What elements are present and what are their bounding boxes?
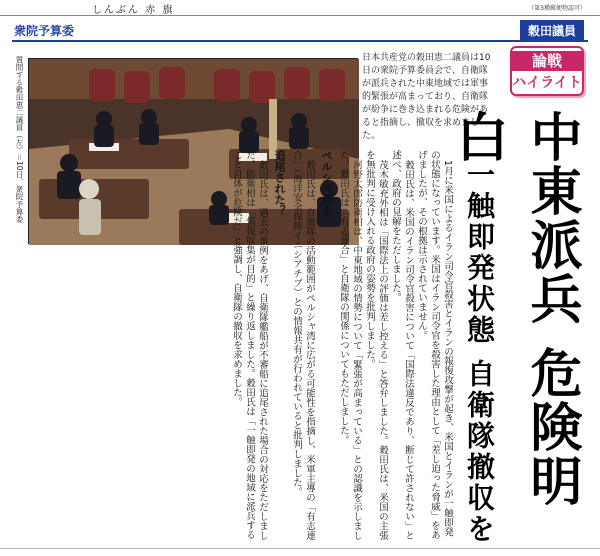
body-paragraph: 1月に米国によるイラン司令官殺害とイランの報復攻撃が起き、米国とイランが一触即発の状態になっています。米国はイラン司令官を殺害した理由として「差し迫った脅威」をあげましたが、その根拠は示されていません。 bbox=[416, 150, 453, 540]
badge-line-1: 論戦 bbox=[512, 51, 582, 71]
photo-caption: 質問する穀田恵二議員（左）＝10日、衆院予算委 bbox=[15, 56, 24, 224]
body-paragraph: 穀田氏は、自衛隊の活動範囲がペルシャ湾に広がる可能性を指摘し、米軍主導の「有志連合」（海洋安全保障イニシアチブ）との情報共有が行われていると批判しました。 bbox=[291, 150, 315, 540]
section-heading: 追尾された？ bbox=[273, 150, 286, 216]
main-headline: 中東派兵 危険明白 bbox=[447, 110, 582, 509]
page-footer-rule bbox=[0, 548, 600, 556]
body-paragraph: 穀田氏は、米国のイラン司令官殺害について「国際法違反であり、断じて許されない」と述べ、政府の見解をただしました。 bbox=[390, 150, 414, 540]
body-paragraph: 茂木敏充外相は「国際法上の評価は差し控える」と答弁しました。穀田氏は、米国の主張を無批判に受け入れる政府の姿勢を批判しました。 bbox=[364, 150, 388, 540]
section-heading: ペルシャ湾も bbox=[320, 150, 333, 216]
body-paragraph: 穀田氏は、過去の事例をあげ、自衛隊艦船が不審船に追尾された場合の対応をただしました。防衛相は「情報収集が目的」と繰り返しました。穀田氏は「一触即発の地域に派兵すること自体が危険だ」と強調し、自衛隊の撤収を求めました。 bbox=[231, 150, 268, 540]
issue-note: （第3種郵便物認可） bbox=[528, 5, 586, 12]
article-body bbox=[24, 150, 454, 545]
body-paragraph: 河野太郎防衛相は、中東地域の情勢について「緊張が高まっている」との認識を示しました。穀田氏は「有志連合」と自衛隊の関係についてもただしました。 bbox=[338, 150, 362, 540]
lead-paragraph: 日本共産党の穀田恵二議員は10日の衆院予算委員会で、自衛隊が派兵された中東地域では軍事的緊張が高まっており、自衛隊が紛争に巻き込まれる危険があると指摘し、撤収を求めました。 bbox=[362, 53, 491, 141]
newspaper-name: しんぶん 赤 旗 bbox=[92, 5, 175, 16]
article-header bbox=[12, 20, 588, 40]
sub-headline: 一触即発状態 自衛隊撤収を bbox=[463, 160, 496, 545]
masthead bbox=[0, 0, 600, 16]
badge-line-2: ハイライト bbox=[512, 75, 582, 91]
section-label: 衆院予算委 bbox=[14, 24, 75, 38]
header-rule bbox=[12, 40, 588, 42]
member-name-tag: 穀田議員 bbox=[520, 20, 584, 40]
debate-highlight-badge bbox=[510, 46, 584, 96]
